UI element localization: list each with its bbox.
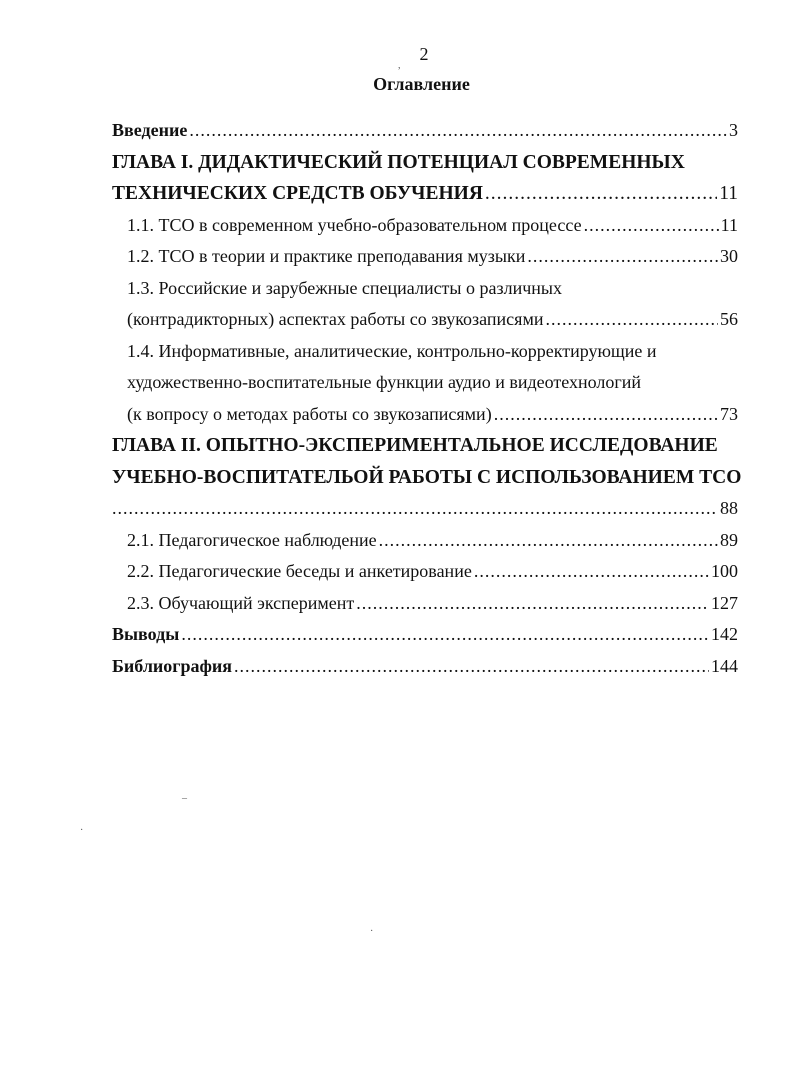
toc-page-number: 11 — [720, 214, 738, 235]
toc-section-label: (контрадикторных) аспектах работы со звукозаписями — [127, 309, 544, 329]
toc-chapter-1-line-2[interactable] — [112, 178, 738, 210]
toc-section-1-3-line-2[interactable] — [112, 304, 738, 336]
dot-leader — [379, 525, 718, 557]
dot-leader — [356, 588, 709, 620]
toc-section-label: 2.3. Обучающий эксперимент — [127, 592, 355, 613]
dot-leader — [485, 178, 717, 210]
toc-page-number: 127 — [711, 592, 738, 613]
toc-section-2-3[interactable] — [112, 588, 738, 620]
dot-leader — [584, 210, 719, 242]
toc-chapter-label: УЧЕБНО-ВОСПИТАТЕЛЬОЙ РАБОТЫ С ИСПОЛЬЗОВАНИЕМ ТСО — [112, 466, 742, 488]
dot-leader — [112, 493, 718, 525]
toc-page-number: 73 — [720, 403, 738, 424]
page-title: Оглавление — [373, 74, 470, 94]
toc-entry-intro[interactable] — [112, 115, 738, 147]
dot-leader — [494, 399, 718, 431]
toc-chapter-label: ТЕХНИЧЕСКИХ СРЕДСТВ ОБУЧЕНИЯ — [112, 183, 483, 204]
toc-page-number: 56 — [720, 309, 738, 329]
page-number: 2 — [419, 44, 429, 64]
toc-page-number: 3 — [729, 120, 738, 140]
toc-entry-label: Выводы — [112, 624, 180, 644]
toc-chapter-2-page-line[interactable] — [112, 493, 738, 525]
toc-section-label: 2.1. Педагогическое наблюдение — [127, 529, 377, 550]
dot-leader — [545, 304, 718, 336]
toc-page-number: 100 — [711, 561, 738, 581]
toc-section-label: 1.4. Информативные, аналитические, контрольно-корректирующие и — [127, 340, 657, 361]
dot-leader — [527, 241, 718, 273]
scan-mark: , — [398, 60, 401, 71]
toc-entry-label: Введение — [112, 120, 188, 140]
toc-section-1-4-line-2[interactable] — [112, 367, 738, 399]
toc-section-1-4-line-3[interactable] — [112, 399, 738, 431]
toc-section-label: 1.2. ТСО в теории и практике преподавания музыки — [127, 246, 526, 266]
scan-mark: · — [370, 926, 374, 937]
toc-section-label: 2.2. Педагогические беседы и анкетирование — [127, 561, 472, 581]
toc-page-number: 88 — [720, 498, 738, 518]
toc-section-label: (к вопросу о методах работы со звукозаписями) — [127, 403, 492, 424]
toc-entry-bibliography[interactable] — [112, 651, 738, 683]
dot-leader — [189, 115, 727, 147]
toc-chapter-label: ГЛАВА I. ДИДАКТИЧЕСКИЙ ПОТЕНЦИАЛ СОВРЕМЕННЫХ — [112, 151, 685, 173]
toc-page-number: 142 — [711, 624, 738, 644]
toc-page-number: 30 — [720, 246, 738, 266]
toc-section-label: 1.3. Российские и зарубежные специалисты о различных — [127, 277, 563, 298]
scan-mark: – — [182, 793, 187, 804]
toc-section-label: 1.1. ТСО в современном учебно-образовательном процессе — [127, 214, 582, 235]
toc-chapter-2-line-1[interactable] — [112, 430, 738, 462]
toc-section-2-2[interactable] — [112, 556, 738, 588]
toc-entry-conclusions[interactable] — [112, 619, 738, 651]
toc-chapter-label: ГЛАВА II. ОПЫТНО-ЭКСПЕРИМЕНТАЛЬНОЕ ИССЛЕДОВАНИЕ — [112, 435, 718, 456]
scan-mark: · — [80, 825, 84, 836]
table-of-contents — [112, 115, 742, 682]
toc-section-1-3-line-1[interactable] — [112, 273, 738, 305]
toc-page-number: 89 — [720, 529, 738, 550]
toc-section-1-1[interactable] — [112, 210, 738, 242]
toc-section-label: художественно-воспитательные функции аудио и видеотехнологий — [127, 372, 642, 392]
dot-leader — [234, 651, 709, 683]
toc-page-number: 11 — [719, 183, 738, 204]
toc-chapter-2-line-2[interactable] — [112, 462, 742, 494]
toc-section-2-1[interactable] — [112, 525, 738, 557]
toc-section-1-2[interactable] — [112, 241, 738, 273]
toc-page-number: 144 — [711, 655, 738, 676]
dot-leader — [181, 619, 709, 651]
toc-section-1-4-line-1[interactable] — [112, 336, 738, 368]
dot-leader — [474, 556, 709, 588]
toc-entry-label: Библиография — [112, 655, 233, 676]
toc-chapter-1-line-1[interactable] — [112, 147, 738, 179]
